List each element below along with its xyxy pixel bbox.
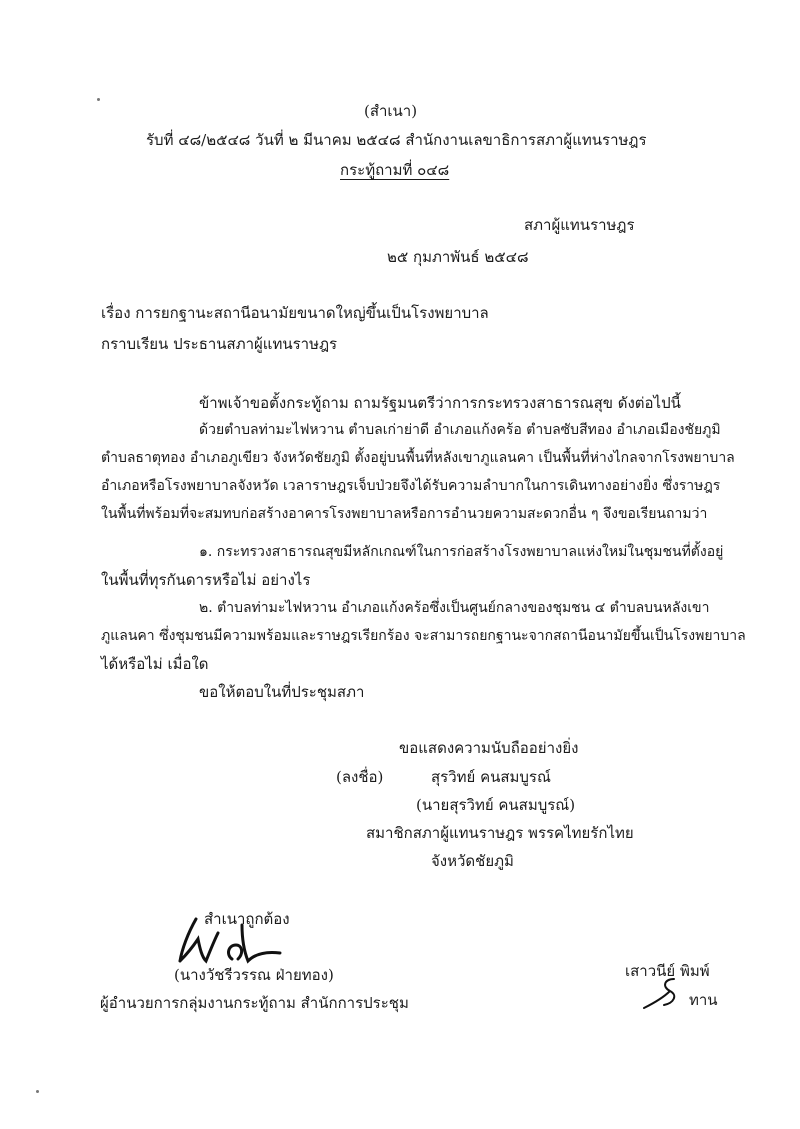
question-item-2-cont: ได้หรือไม่ เมื่อใด [101,655,209,673]
signer-full-name: (นายสุรวิทย์ คนสมบูรณ์) [416,796,576,814]
regards: ขอแสดงความนับถืออย่างยิ่ง [399,739,579,757]
checker-label: ทาน [689,991,718,1009]
signer-province: จังหวัดชัยภูมิ [431,852,514,870]
paragraph-line: อำเภอหรือโรงพยาบาลจังหวัด เวลาราษฎรเจ็บป่วยจึงได้รับความลำบากในการเดินทางอย่างยิ่ง ซึ่งราษฎร [101,478,721,494]
paragraph-line: ในพื้นที่พร้อมที่จะสมทบก่อสร้างอาคารโรงพยาบาลหรือการอำนวยความสะดวกอื่น ๆ จึงขอเรียนถามว่า [101,506,708,522]
scan-speck [97,98,100,101]
question-number: กระทู้ถามที่ ๐๔๘ [340,161,450,179]
subject-line: เรื่อง การยกฐานะสถานีอนามัยขนาดใหญ่ขึ้นเป็นโรงพยาบาล [101,304,489,322]
salutation: กราบเรียน ประธานสภาผู้แทนราษฎร [101,335,338,353]
signed-label: (ลงชื่อ) [336,768,384,786]
question-item-2-cont: ภูแลนคา ซึ่งชุมชนมีความพร้อมและราษฎรเรียกร้อง จะสามารถยกฐานะจากสถานีอนามัยขึ้นเป็นโรงพยาบาล [101,628,746,644]
question-item-2: ๒. ตำบลท่ามะไฟหวาน อำเภอแก้งคร้อซึ่งเป็นศูนย์กลางของชุมชน ๔ ตำบลบนหลังเขา [199,600,710,616]
certifier-signature [168,915,298,965]
signer-position: สมาชิกสภาผู้แทนราษฎร พรรคไทยรักไทย [366,824,634,842]
certifier-name: (นางวัชรีวรรณ ฝ่ายทอง) [174,966,334,984]
question-item-1-cont: ในพื้นที่ทุรกันดารหรือไม่ อย่างไร [101,571,311,589]
signed-name: สุรวิทย์ คนสมบูรณ์ [431,768,551,786]
checker-signature [640,975,690,1011]
paragraph-intro: ข้าพเจ้าขอตั้งกระทู้ถาม ถามรัฐมนตรีว่าการกระทรวงสาธารณสุข ดังต่อไปนี้ [199,394,681,412]
certified-copy: สำเนาถูกต้อง [204,910,290,928]
certifier-title: ผู้อำนวยการกลุ่มงานกระทู้ถาม สำนักการประชุม [100,994,409,1012]
received-line: รับที่ ๔๘/๒๕๔๘ วันที่ ๒ มีนาคม ๒๕๔๘ สำนักงานเลขาธิการสภาผู้แทนราษฎร [146,131,647,149]
copy-mark: (สำเนา) [364,102,418,120]
paragraph-line: ตำบลธาตุทอง อำเภอภูเขียว จังหวัดชัยภูมิ ตั้งอยู่บนพื้นที่หลังเขาภูแลนคา เป็นพื้นที่ห่างไกลจากโรงพยาบาล [101,450,735,466]
place: สภาผู้แทนราษฎร [524,216,635,234]
closing-request: ขอให้ตอบในที่ประชุมสภา [199,683,365,701]
paragraph-line: ด้วยตำบลท่ามะไฟหวาน ตำบลเก่าย่าดี อำเภอแก้งคร้อ ตำบลซับสีทอง อำเภอเมืองชัยภูมิ [199,422,721,438]
scan-speck [36,1090,39,1093]
date: ๒๕ กุมภาพันธ์ ๒๕๔๘ [387,248,529,266]
typist-name: เสาวนีย์ พิมพ์ [625,962,710,980]
question-item-1: ๑. กระทรวงสาธารณสุขมีหลักเกณฑ์ในการก่อสร้างโรงพยาบาลแห่งใหม่ในชุมชนที่ตั้งอยู่ [199,544,724,560]
